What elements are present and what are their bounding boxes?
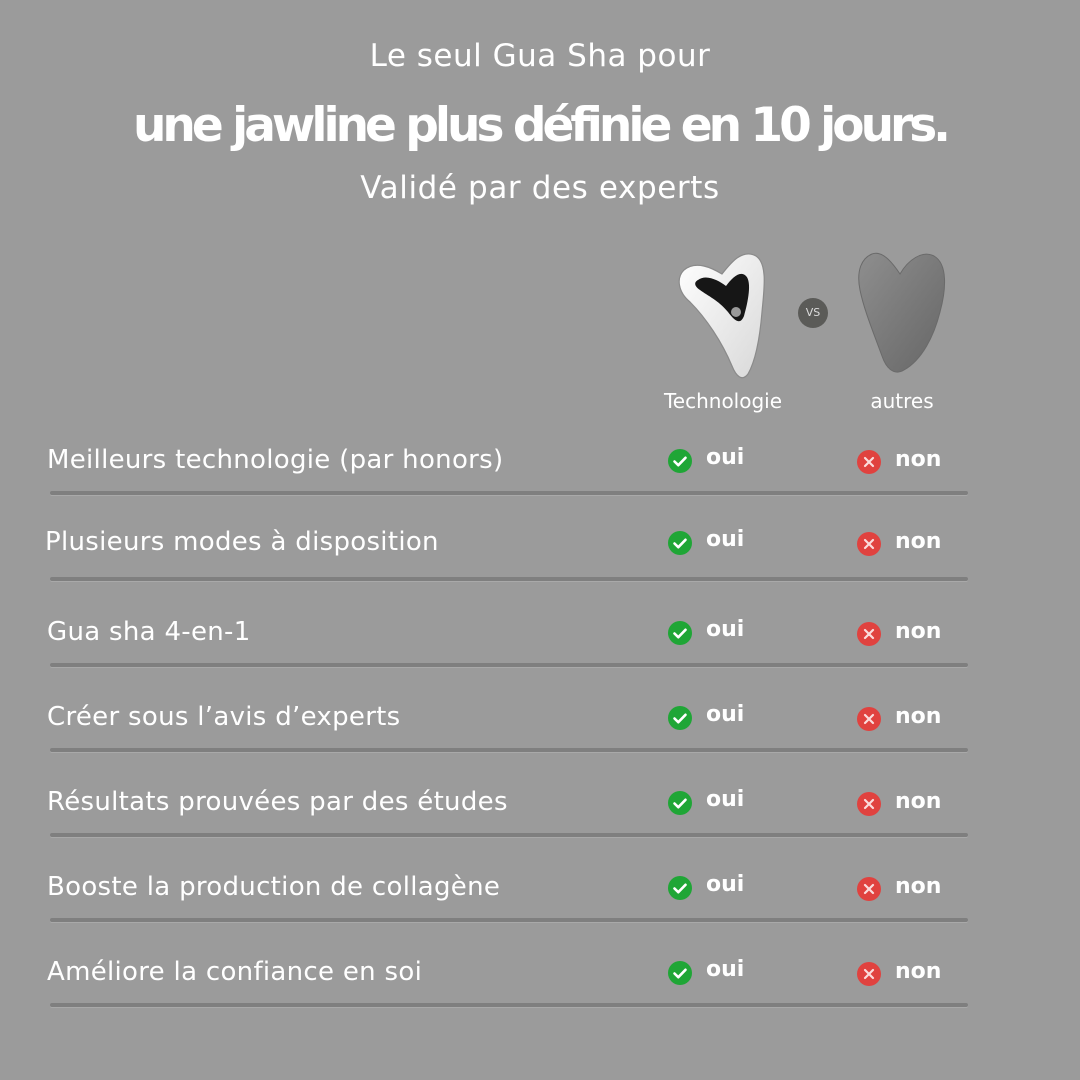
x-circle-icon <box>857 450 881 474</box>
headline: une jawline plus définie en 10 jours. <box>132 98 948 153</box>
x-circle-icon <box>857 707 881 731</box>
no-text: non <box>895 529 942 554</box>
row-divider <box>50 663 968 667</box>
yes-text: oui <box>706 445 745 470</box>
no-text: non <box>895 874 942 899</box>
no-text: non <box>895 619 942 644</box>
yes-text: oui <box>706 702 745 727</box>
no-text: non <box>895 789 942 814</box>
row-divider <box>50 1003 968 1007</box>
row-label: Meilleurs technologie (par honors) <box>47 445 504 475</box>
no-text: non <box>895 959 942 984</box>
comparison-row <box>0 782 1080 842</box>
check-circle-icon <box>668 961 692 985</box>
check-circle-icon <box>668 791 692 815</box>
x-circle-icon <box>857 622 881 646</box>
comparison-row <box>0 867 1080 927</box>
yes-text: oui <box>706 527 745 552</box>
comparison-row <box>0 440 1080 500</box>
comparison-row <box>0 522 1080 582</box>
vs-badge: VS <box>798 298 828 328</box>
row-divider <box>50 577 968 581</box>
yes-text: oui <box>706 872 745 897</box>
no-text: non <box>895 447 942 472</box>
x-circle-icon <box>857 792 881 816</box>
row-divider <box>50 748 968 752</box>
others-label: autres <box>870 389 934 413</box>
comparison-row <box>0 952 1080 1012</box>
row-divider <box>50 918 968 922</box>
yes-text: oui <box>706 787 745 812</box>
row-label: Améliore la confiance en soi <box>47 957 423 987</box>
check-circle-icon <box>668 531 692 555</box>
check-circle-icon <box>668 449 692 473</box>
check-circle-icon <box>668 876 692 900</box>
other-gua-sha-image <box>852 250 948 374</box>
row-divider <box>50 833 968 837</box>
row-label: Résultats prouvées par des études <box>47 787 508 817</box>
x-circle-icon <box>857 877 881 901</box>
technology-gua-sha-image <box>676 250 768 380</box>
x-circle-icon <box>857 962 881 986</box>
x-circle-icon <box>857 532 881 556</box>
comparison-row <box>0 612 1080 672</box>
row-label: Plusieurs modes à disposition <box>45 527 439 557</box>
subtitle: Le seul Gua Sha pour <box>369 38 711 74</box>
yes-text: oui <box>706 957 745 982</box>
row-divider <box>50 491 968 495</box>
technology-label: Technologie <box>663 389 783 413</box>
yes-text: oui <box>706 617 745 642</box>
row-label: Booste la production de collagène <box>47 872 501 902</box>
check-circle-icon <box>668 706 692 730</box>
row-label: Gua sha 4-en-1 <box>47 617 251 647</box>
comparison-row <box>0 697 1080 757</box>
no-text: non <box>895 704 942 729</box>
check-circle-icon <box>668 621 692 645</box>
row-label: Créer sous l’avis d’experts <box>47 702 401 732</box>
tagline: Validé par des experts <box>360 170 720 206</box>
